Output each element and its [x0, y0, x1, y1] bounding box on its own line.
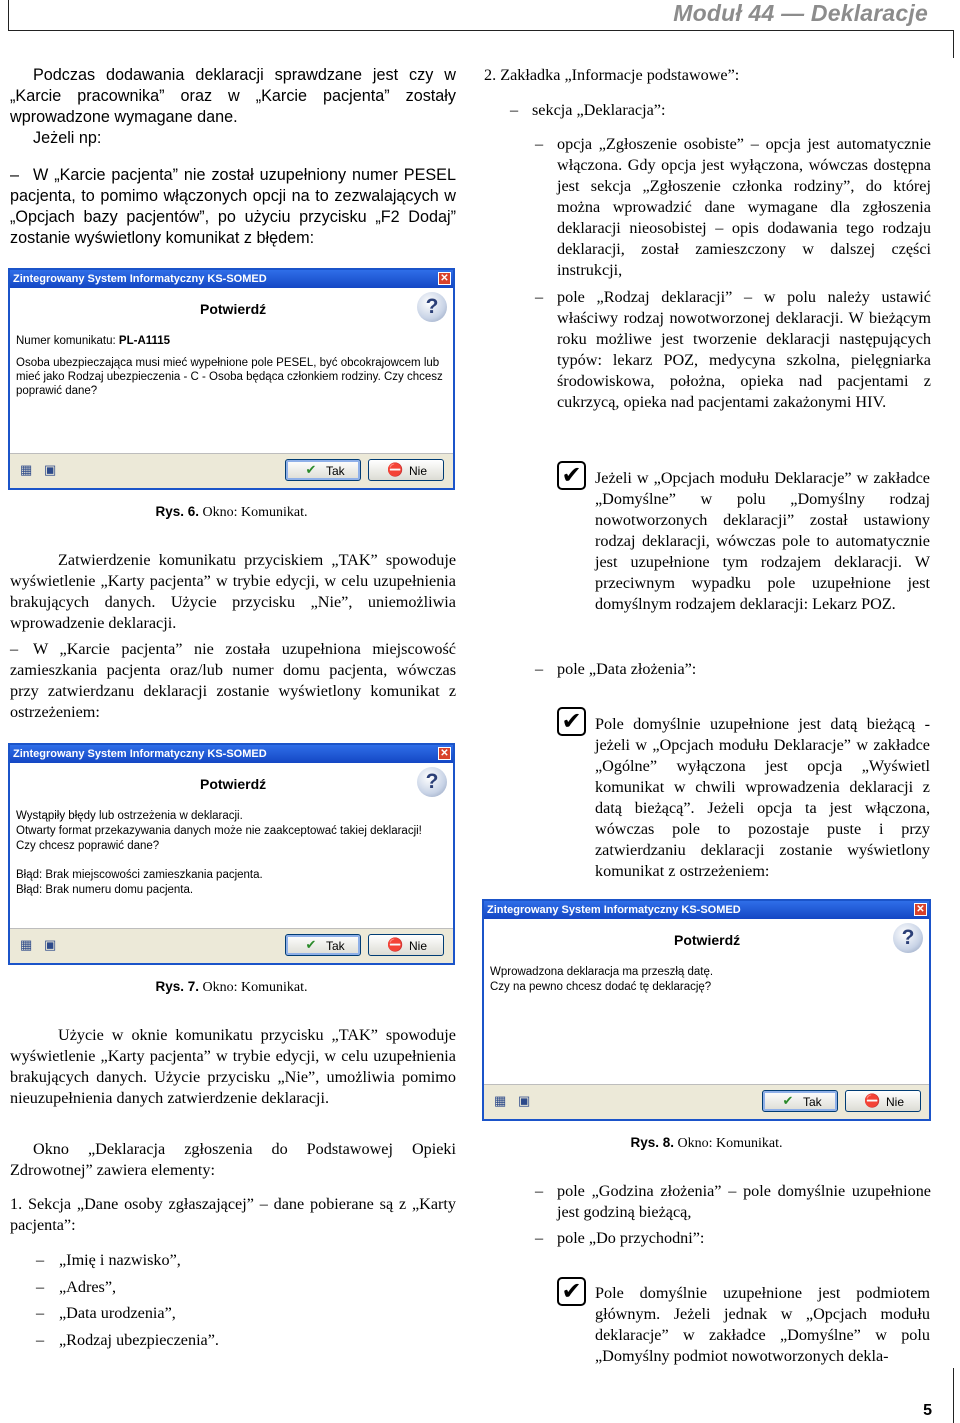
list-item-tab-2: 2. Zakładka „Informacje podstawowe”:: [484, 66, 740, 84]
bullet-pesel: [10, 165, 456, 249]
note-clinic: Pole domyślnie uzupełnione jest podmiotem głównym. Jeżeli jednak w „Opcjach modułu deklaracje” w zakładce „Domyślne” w polu „Domyślny podmiot nowotworzonych dekla-: [595, 1284, 930, 1365]
checkmark-icon: ✔: [557, 1277, 586, 1306]
sublist-item-text: „Imię i nazwisko”,: [59, 1251, 181, 1269]
field-time: [535, 1181, 931, 1223]
caption-text: Okno: Komunikat.: [202, 980, 308, 995]
bullet-dash: –: [535, 660, 544, 678]
caption-number: Rys. 7.: [155, 979, 200, 994]
no-button[interactable]: [845, 1090, 921, 1112]
sublist-item-text: „Rodzaj ubezpieczenia”.: [59, 1330, 219, 1349]
dialog-body: [10, 330, 453, 454]
dialog-footer: [10, 928, 453, 963]
no-label: Nie: [409, 939, 428, 953]
option-personal: [535, 134, 931, 281]
bullet-dash: –: [10, 640, 19, 658]
intro-paragraph: Podczas dodawania deklaracji sprawdzane jest czy w „Karcie pracownika” oraz w „Karcie pacjenta” zostały wprowadzone wymagane dane.: [10, 66, 456, 126]
dialog-window-title: Potwierdź: [200, 301, 267, 317]
check-icon: ✔: [305, 462, 317, 477]
bullet-dash: –: [510, 101, 519, 119]
dialog-address-warning: [8, 743, 455, 965]
field-clinic-text: pole „Do przychodni”:: [557, 1229, 705, 1247]
dialog-window-title: Potwierdź: [200, 776, 267, 792]
dialog-app-title: Zintegrowany System Informatyczny KS-SOMED: [13, 748, 267, 760]
question-icon: ?: [893, 923, 923, 953]
no-entry-icon: ⛔: [387, 937, 404, 952]
field-time-text: pole „Godzina złożenia” – pole domyślnie uzupełnione jest godziną bieżącą,: [557, 1182, 931, 1221]
bullet-dash: –: [36, 1304, 45, 1322]
close-icon[interactable]: ✕: [914, 903, 927, 916]
note-default-type: Jeżeli w „Opcjach modułu Deklaracje” w zakładce „Domyślne” w polu „Domyślny rodzaj nowotworzonych deklaracji” został ustawiony rodzaj deklaracji, wówczas pole to automatycznie jest uzupełnione tym rodzajem deklaracji. W przeciwnym wypadku pole uzupełnione jest domyślnym rodzajem deklaracji: Lekarz POZ.: [595, 469, 930, 613]
message-number-label: Numer komunikatu:: [16, 335, 116, 347]
no-label: Nie: [886, 1095, 905, 1109]
sublist-person: [36, 1250, 456, 1356]
sublist-item: [36, 1277, 456, 1304]
dialog-line: Otwarty format przekazywania danych może nie zaakceptować takiej deklaracji!: [16, 825, 422, 837]
report-icon[interactable]: ▦: [20, 462, 33, 477]
sublist-item: [36, 1330, 456, 1357]
section-declaration-text: sekcja „Deklaracja”:: [532, 101, 666, 119]
dialog-titlebar: [10, 745, 453, 763]
paragraph-after-fig6: Zatwierdzenie komunikatu przyciskiem „TAK” spowoduje wyświetlenie „Karty pacjenta” w trybie edycji, w celu uzupełnienia brakujących danych. Użycie przycisku „Nie”, uniemożliwia wprowadzenie deklaracji.: [10, 551, 456, 632]
dialog-titlebar: [484, 901, 929, 919]
yes-button[interactable]: [762, 1090, 838, 1112]
dialog-line: Błąd: Brak miejscowości zamieszkania pacjenta.: [16, 869, 263, 881]
sublist-item-text: „Data urodzenia”,: [59, 1304, 176, 1322]
checkmark-icon: ✔: [557, 461, 586, 490]
bullet-dash: –: [535, 1229, 544, 1247]
bullet-dash: –: [10, 166, 20, 184]
caption-number: Rys. 8.: [630, 1135, 675, 1150]
dialog-past-date: [482, 899, 931, 1121]
dialog-pesel-error: [8, 268, 455, 490]
figure-caption-6: [8, 504, 455, 521]
list-item-section-1: 1. Sekcja „Dane osoby zgłaszającej” – dane pobierane są z „Karty pacjenta”:: [10, 1195, 456, 1234]
bullet-dash: –: [535, 1182, 544, 1200]
check-icon: ✔: [305, 937, 317, 952]
save-icon[interactable]: ▣: [44, 937, 57, 952]
sublist-item: [36, 1303, 456, 1330]
save-icon[interactable]: ▣: [44, 462, 57, 477]
bullet-dash: –: [36, 1277, 45, 1296]
caption-text: Okno: Komunikat.: [677, 1136, 783, 1151]
dialog-body: [10, 805, 453, 929]
no-label: Nie: [409, 464, 428, 478]
caption-number: Rys. 6.: [155, 504, 200, 519]
question-icon: ?: [417, 767, 447, 797]
dialog-line: Czy chcesz poprawić dane?: [16, 840, 160, 852]
page-number: 5: [923, 1402, 932, 1419]
note-date: Pole domyślnie uzupełnione jest datą bieżącą - jeżeli w „Opcjach modułu Deklaracje” w zakładce „Ogólne” wyłączona jest opcja „Wyświetl komunikat w chwili wprowadzenia deklaracji z datą bieżącą”. Jeżeli opcja ta jest włączona, wówczas pole to pozostaje puste i przy zatwierdzaniu deklaracji zostanie wyświetlony komunikat z ostrzeżeniem:: [595, 715, 930, 880]
dialog-footer: [484, 1084, 929, 1119]
dialog-titlebar: [10, 270, 453, 288]
dialog-window-title: Potwierdź: [674, 932, 741, 948]
header-rule: [8, 30, 954, 31]
figure-caption-7: [8, 979, 455, 996]
option-type: [535, 287, 931, 413]
no-button[interactable]: [368, 459, 444, 481]
yes-button[interactable]: [285, 459, 361, 481]
yes-label: Tak: [326, 939, 345, 953]
bullet-address-text: W „Karcie pacjenta” nie została uzupełniona miejscowość zamieszkania pacjenta oraz/lub numer domu pacjenta, wówczas przy zatwierdzanu deklaracji zostanie wyświetlony komunikat z ostrzeżeniem:: [10, 640, 456, 721]
caption-text: Okno: Komunikat.: [202, 505, 308, 520]
section-declaration: [510, 100, 930, 121]
field-clinic: [535, 1228, 931, 1249]
no-entry-icon: ⛔: [387, 462, 404, 477]
dialog-line: Błąd: Brak numeru domu pacjenta.: [16, 884, 194, 896]
dialog-app-title: Zintegrowany System Informatyczny KS-SOMED: [487, 904, 741, 916]
no-button[interactable]: [368, 934, 444, 956]
header-tick-right: [953, 30, 954, 58]
dialog-line: Czy na pewno chcesz dodać tę deklarację?: [490, 981, 712, 993]
option-type-text: pole „Rodzaj deklaracji” – w polu należy ustawić właściwy rodzaj nowotworzonej deklaracji. W bieżącym roku możliwe jest tworzenie deklaracji następujących typów: lekarz POZ, medycyna szkolna, pielęgniarka środowiskowa, położna, opieka nad pacjentami z cukrzycą, opieka nad pacjentami zakażonymi HIV.: [557, 288, 931, 411]
bullet-dash: –: [535, 288, 544, 306]
check-icon: ✔: [782, 1093, 794, 1108]
dialog-header: [484, 919, 929, 962]
bullet-dash: –: [535, 135, 544, 153]
message-number-value: PL-A1115: [118, 335, 171, 347]
dialog-app-title: Zintegrowany System Informatyczny KS-SOMED: [13, 273, 267, 285]
field-date: [535, 659, 931, 680]
bullet-pesel-text: W „Karcie pacjenta” nie został uzupełniony numer PESEL pacjenta, to pomimo włączonych opcji na to zezwalających w „Opcjach bazy pacjentów”, po użyciu przycisku „F2 Dodaj” zostanie wyświetlony komunikat z błędem:: [10, 166, 456, 247]
yes-button[interactable]: [285, 934, 361, 956]
dialog-footer: [10, 453, 453, 488]
paragraph-after-fig7: Użycie w oknie komunikatu przycisku „TAK” spowoduje wyświetlenie „Karty pacjenta” w trybie edycji, w celu uzupełnienia brakujących danych. Użycie przycisku „Nie”, umożliwia pomimo nieuzupełnienia danych zatwierdzenie deklaracji.: [10, 1026, 456, 1107]
no-entry-icon: ⛔: [864, 1093, 881, 1108]
checkmark-icon: ✔: [557, 707, 586, 736]
sublist-item: [36, 1250, 456, 1277]
sublist-item-text: „Adres”,: [59, 1277, 117, 1296]
bullet-address: [10, 639, 456, 723]
field-date-text: pole „Data złożenia”:: [557, 660, 697, 678]
bullet-dash: –: [36, 1251, 45, 1269]
figure-caption-8: [482, 1135, 931, 1152]
page-header-title: Moduł 44 — Deklaracje: [673, 0, 928, 26]
yes-label: Tak: [326, 464, 345, 478]
header-tick-left: [8, 0, 9, 31]
bullet-dash: –: [36, 1330, 45, 1349]
dialog-header: [10, 763, 453, 806]
dialog-line: Wystąpiły błędy lub ostrzeżenia w deklaracji.: [16, 810, 243, 822]
footer-tick: [953, 1368, 954, 1423]
paragraph-window-elements: Okno „Deklaracja zgłoszenia do Podstawowej Opieki Zdrowotnej” zawiera elementy:: [10, 1140, 456, 1179]
dialog-header: [10, 288, 453, 331]
close-icon[interactable]: ✕: [438, 272, 451, 285]
close-icon[interactable]: ✕: [438, 747, 451, 760]
dialog-message: Osoba ubezpieczająca musi mieć wypełnione pole PESEL, być obcokrajowcem lub mieć jako Rodzaj ubezpieczenia - C - Osoba będąca członkiem rodziny. Czy chcesz poprawić dane?: [16, 357, 443, 397]
intro-if: Jeżeli np:: [33, 129, 102, 147]
report-icon[interactable]: ▦: [20, 937, 33, 952]
question-icon: ?: [417, 292, 447, 322]
yes-label: Tak: [803, 1095, 822, 1109]
dialog-line: Wprowadzona deklaracja ma przeszłą datę.: [490, 966, 714, 978]
save-icon[interactable]: ▣: [518, 1093, 531, 1108]
option-personal-text: opcja „Zgłoszenie osobiste” – opcja jest automatycznie włączona. Gdy opcja jest wyłączona, wówczas dostępna jest sekcja „Zgłoszenie członka rodziny”, do której można wprowadzić dane wymagane dla zgłoszenia deklaracji nieosobistej – opis dodawania tego rodzaju deklaracji, został zamieszczony w dalszej części instrukcji,: [557, 135, 931, 279]
dialog-body: [484, 961, 929, 1085]
report-icon[interactable]: ▦: [494, 1093, 507, 1108]
